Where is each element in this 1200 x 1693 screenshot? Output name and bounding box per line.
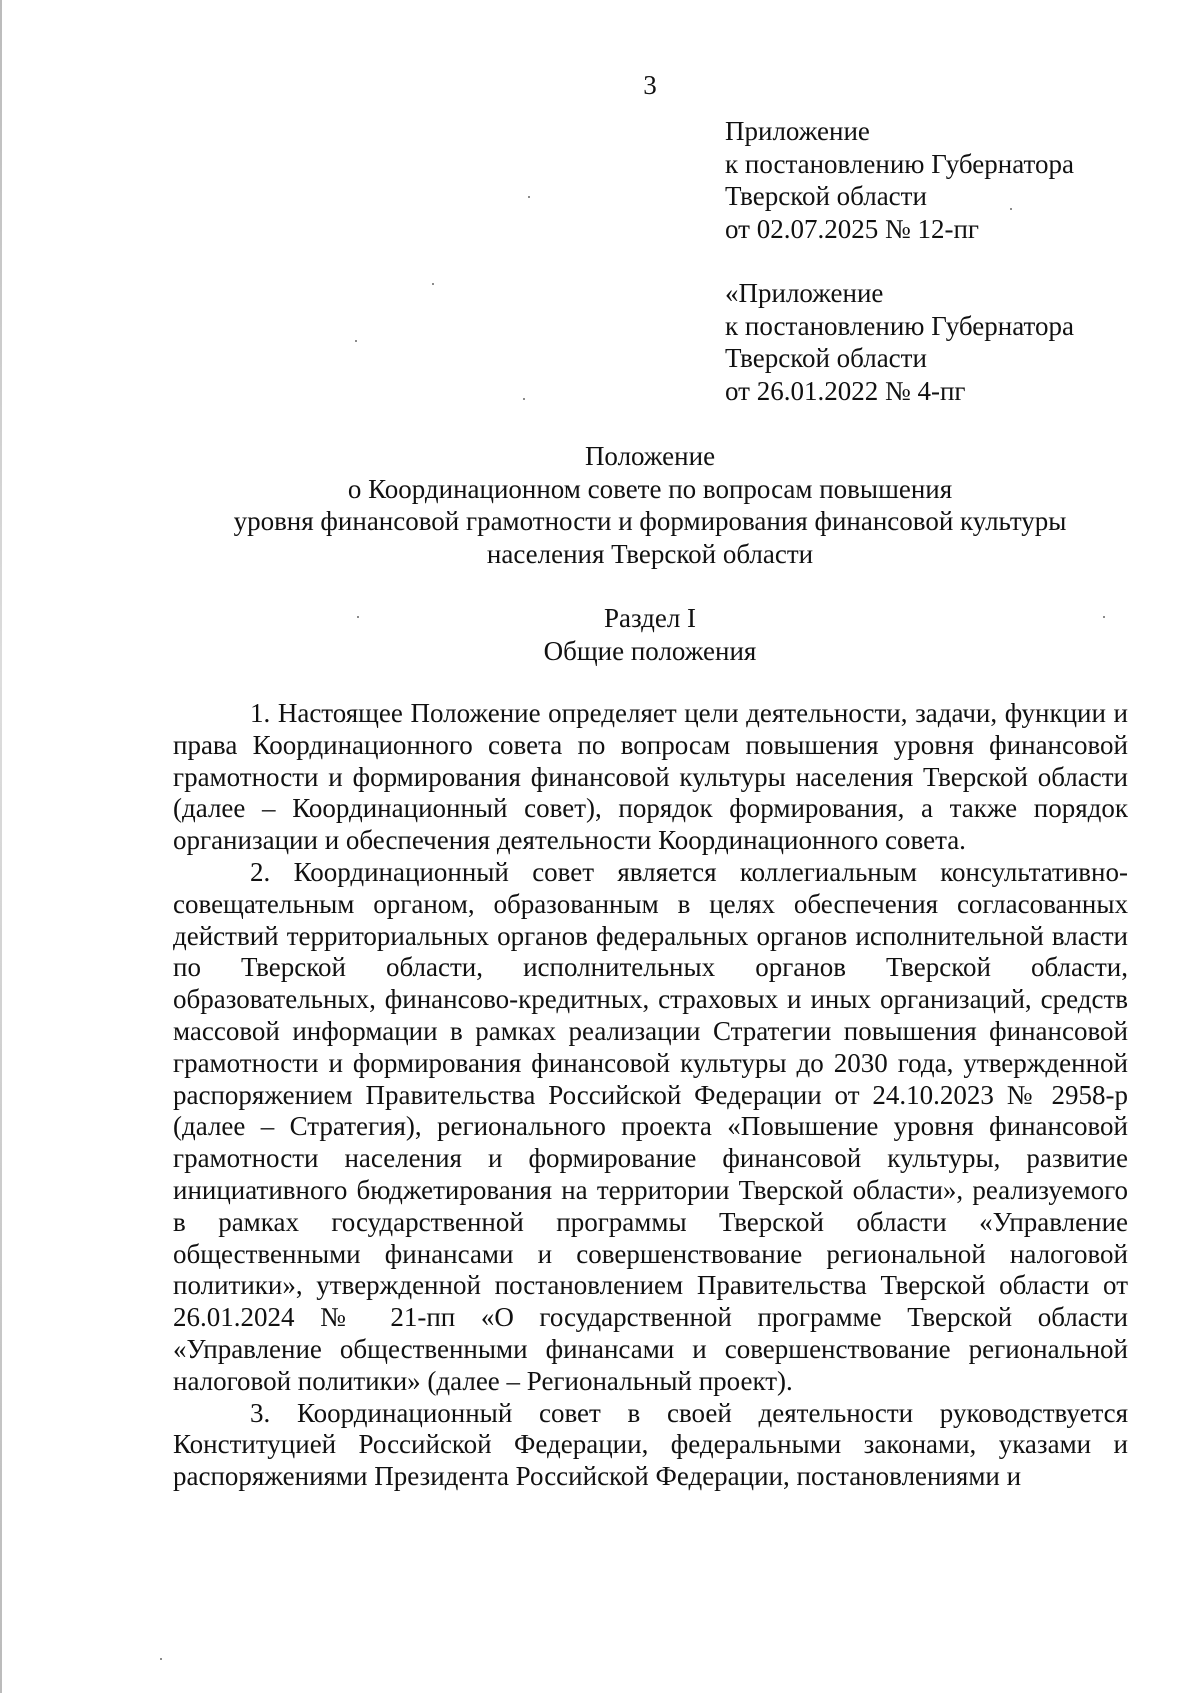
paragraph-3: 3. Координационный совет в своей деятельности руководствуется Конституцией Российской Федерации, федеральными законами, указами и распоряжениями Президента Российской Федерации, постановлениями и	[173, 1397, 1128, 1492]
paragraph-2: 2. Координационный совет является коллегиальным консультативно-совещательным органом, образованным в целях обеспечения согласованных действий территориальных органов федеральных органов исполнительной власти по Тверской области, исполнительных органов Тверской области, образовательных, финансово-кредитных, страховых и иных организаций, средств массовой информации в рамках реализации Стратегии повышения финансовой грамотности и формирования финансовой культуры до 2030 года, утвержденной распоряжением Правительства Российской Федерации от 24.10.2023 № 2958-р (далее – Стратегия), регионального проекта «Повышение уровня финансовой грамотности населения и формирование финансовой культуры, развитие инициативного бюджетирования на территории Тверской области», реализуемого в рамках государственной программы Тверской области «Управление общественными финансами и совершенствование региональной налоговой политики», утвержденной постановлением Правительства Тверской области от 26.01.2024 № 21-пп «О государственной программе Тверской области «Управление общественными финансами и совершенствование региональной налоговой политики» (далее – Региональный проект).	[173, 856, 1128, 1396]
annex-current-line4: от 02.07.2025 № 12-пг	[725, 213, 979, 244]
paragraph-1: 1. Настоящее Положение определяет цели деятельности, задачи, функции и права Координационного совета по вопросам повышения уровня финансовой грамотности и формирования финансовой культуры населения Тверской области (далее – Координационный совет), порядок формирования, а также порядок организации и обеспечения деятельности Координационного совета.	[173, 698, 1128, 856]
annex-current	[725, 115, 1165, 245]
section-number: Раздел I	[603, 603, 697, 633]
annex-original-line1: «Приложение	[725, 278, 884, 308]
document-title	[170, 440, 1130, 570]
scan-speck	[1103, 616, 1105, 618]
scan-speck	[357, 616, 359, 618]
scan-speck	[355, 340, 357, 342]
body-text	[173, 698, 1128, 1493]
scan-speck	[160, 1658, 162, 1660]
annex-current-line2: к постановлению Губернатора	[725, 148, 1074, 179]
scan-speck	[523, 398, 525, 400]
annex-original-line4: от 26.01.2022 № 4-пг	[725, 375, 966, 406]
scan-speck	[1010, 208, 1012, 210]
section-heading	[170, 602, 1130, 667]
annex-original-line2: к постановлению Губернатора	[725, 310, 1074, 341]
annex-original-line3: Тверской области	[725, 343, 927, 373]
title-line1: Положение	[584, 441, 716, 471]
annex-original	[725, 277, 1165, 407]
page-number: 3	[643, 70, 657, 100]
section-name: Общие положения	[543, 635, 757, 666]
annex-current-line1: Приложение	[725, 116, 870, 146]
scan-speck	[528, 196, 530, 198]
scan-left-edge	[0, 0, 2, 1693]
title-line3: уровня финансовой грамотности и формирования финансовой культуры	[233, 506, 1067, 536]
title-line4: населения Тверской области	[486, 538, 814, 569]
title-line2: о Координационном совете по вопросам повышения	[347, 473, 953, 504]
annex-current-line3: Тверской области	[725, 181, 927, 211]
scan-speck	[432, 283, 434, 285]
